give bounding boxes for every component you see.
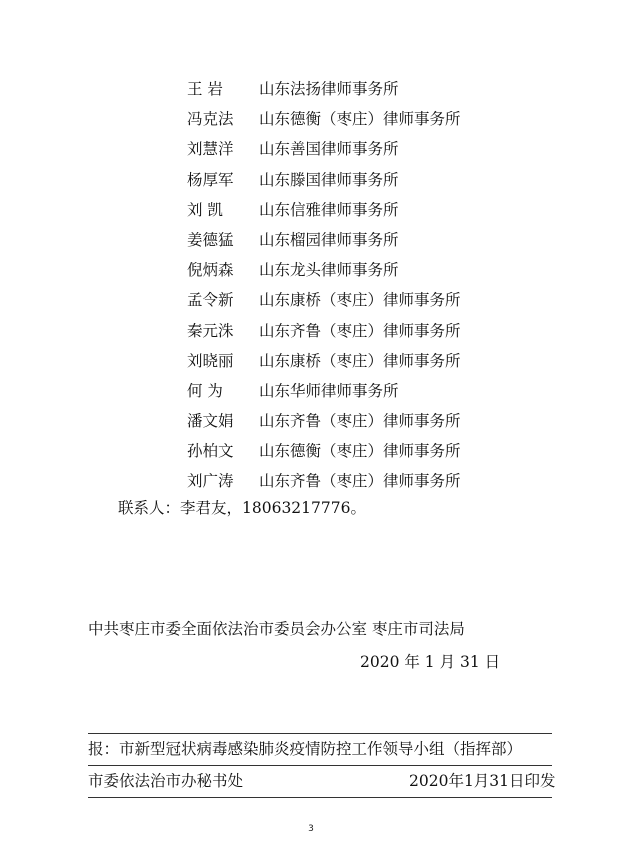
- roster-row: [187, 225, 517, 255]
- lawyer-name: 秦元洙: [187, 321, 234, 340]
- contact-line: 联系人：李君友，18063217776。: [118, 499, 366, 517]
- lawyer-name: 刘 凯: [187, 200, 223, 219]
- law-firm: 山东齐鲁（枣庄）律师事务所: [259, 321, 461, 340]
- law-firm: 山东德衡（枣庄）律师事务所: [259, 442, 461, 461]
- roster-row: [187, 436, 517, 466]
- roster-row: [187, 165, 517, 195]
- lawyer-name: 王 岩: [187, 80, 223, 98]
- lawyer-roster: [187, 74, 517, 497]
- divider-bottom: [88, 797, 552, 798]
- law-firm: 山东齐鲁（枣庄）律师事务所: [259, 412, 461, 431]
- lawyer-name: 杨厚军: [187, 170, 234, 189]
- roster-row: [187, 376, 517, 406]
- divider-top: [88, 733, 552, 734]
- lawyer-name: 何 为: [187, 381, 223, 400]
- lawyer-name: 姜德猛: [187, 230, 234, 249]
- roster-row: [187, 255, 517, 285]
- law-firm: 山东榴园律师事务所: [259, 230, 399, 249]
- lawyer-name: 刘晓丽: [187, 351, 234, 370]
- lawyer-name: 刘慧洋: [187, 140, 234, 159]
- law-firm: 山东康桥（枣庄）律师事务所: [259, 291, 461, 310]
- law-firm: 山东滕国律师事务所: [259, 170, 399, 189]
- print-office: 市委依法治市办秘书处: [88, 772, 244, 790]
- page-number: 3: [308, 824, 314, 834]
- roster-row: [187, 406, 517, 436]
- law-firm: 山东华师律师事务所: [259, 381, 399, 400]
- lawyer-name: 刘广涛: [187, 472, 234, 491]
- lawyer-name: 潘文娟: [187, 412, 234, 431]
- law-firm: 山东龙头律师事务所: [259, 261, 399, 280]
- law-firm: 山东齐鲁（枣庄）律师事务所: [259, 472, 461, 491]
- law-firm: 山东德衡（枣庄）律师事务所: [259, 110, 461, 129]
- roster-row: [187, 195, 517, 225]
- law-firm: 山东法扬律师事务所: [259, 80, 399, 98]
- law-firm: 山东康桥（枣庄）律师事务所: [259, 351, 461, 370]
- roster-row: [187, 74, 517, 104]
- divider-middle: [88, 765, 552, 766]
- lawyer-name: 孙柏文: [187, 442, 234, 461]
- roster-row: [187, 316, 517, 346]
- roster-row: [187, 104, 517, 134]
- print-date: 2020年1月31日印发: [409, 772, 556, 790]
- report-recipient: 报：市新型冠状病毒感染肺炎疫情防控工作领导小组（指挥部）: [88, 740, 523, 758]
- law-firm: 山东信雅律师事务所: [259, 200, 399, 219]
- roster-row: [187, 466, 517, 496]
- lawyer-name: 倪炳森: [187, 261, 234, 280]
- roster-row: [187, 134, 517, 164]
- lawyer-name: 冯克法: [187, 110, 234, 129]
- issue-date: 2020 年 1 月 31 日: [360, 653, 501, 671]
- issuing-authority: 中共枣庄市委全面依法治市委员会办公室 枣庄市司法局: [88, 620, 465, 638]
- law-firm: 山东善国律师事务所: [259, 140, 399, 159]
- lawyer-name: 孟令新: [187, 291, 234, 310]
- roster-row: [187, 285, 517, 315]
- roster-row: [187, 346, 517, 376]
